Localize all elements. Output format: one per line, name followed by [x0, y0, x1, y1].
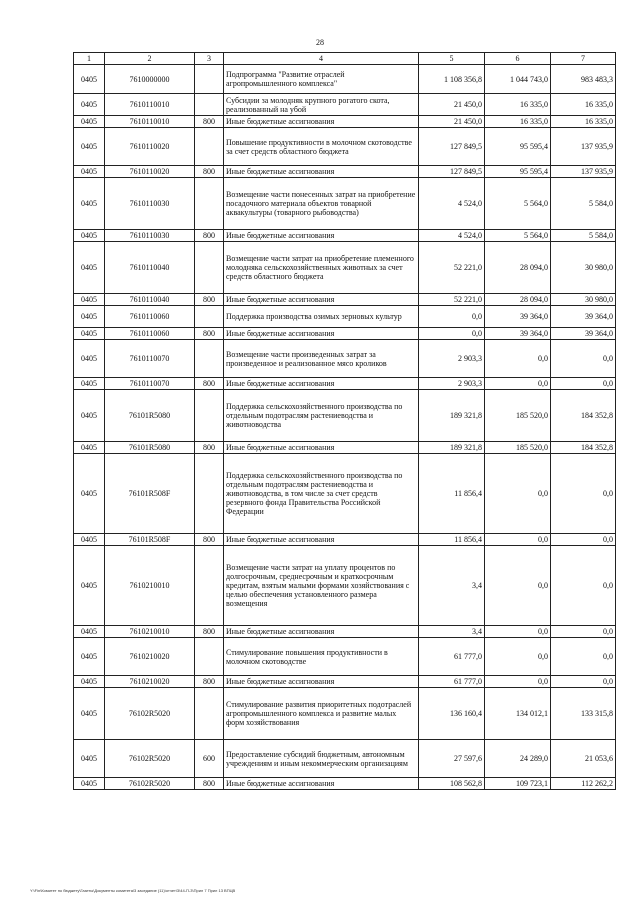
section-code-cell: 0405: [74, 128, 105, 166]
description-cell: Стимулирование развития приоритетных подотраслей агропромышленного комплекса и развитие малых форм хозяйствования: [224, 688, 419, 740]
amount-year1-cell: 189 321,8: [419, 442, 485, 454]
expense-type-cell: [195, 454, 224, 534]
description-cell: Иные бюджетные ассигнования: [224, 778, 419, 790]
description-cell: Возмещение части произведенных затрат за произведенное и реализованное мясо кроликов: [224, 340, 419, 378]
amount-year1-cell: 52 221,0: [419, 294, 485, 306]
amount-year3-cell: 137 935,9: [551, 128, 616, 166]
amount-year1-cell: 21 450,0: [419, 116, 485, 128]
header-cell: 6: [485, 53, 551, 65]
table-row: [74, 638, 616, 676]
expense-type-cell: 800: [195, 116, 224, 128]
section-code-cell: 0405: [74, 166, 105, 178]
section-code-cell: 0405: [74, 294, 105, 306]
section-code-cell: 0405: [74, 390, 105, 442]
target-article-cell: 76102R5020: [105, 688, 195, 740]
amount-year2-cell: 39 364,0: [485, 328, 551, 340]
section-code-cell: 0405: [74, 230, 105, 242]
amount-year2-cell: 95 595,4: [485, 166, 551, 178]
page-number: 28: [316, 38, 324, 47]
description-cell: Возмещение части затрат на уплату процентов по долгосрочным, среднесрочным и краткосрочным кредитам, взятым малыми формами хозяйствования с целью обеспечения установленного размера возмещения: [224, 546, 419, 626]
amount-year3-cell: 39 364,0: [551, 306, 616, 328]
amount-year1-cell: 108 562,8: [419, 778, 485, 790]
section-code-cell: 0405: [74, 778, 105, 790]
expense-type-cell: [195, 688, 224, 740]
target-article-cell: 76101R5080: [105, 442, 195, 454]
expense-type-cell: 800: [195, 534, 224, 546]
amount-year2-cell: 0,0: [485, 626, 551, 638]
amount-year2-cell: 24 289,0: [485, 740, 551, 778]
section-code-cell: 0405: [74, 676, 105, 688]
amount-year3-cell: 184 352,8: [551, 390, 616, 442]
description-cell: Предоставление субсидий бюджетным, автономным учреждениям и иным некоммерческим организациям: [224, 740, 419, 778]
target-article-cell: 7610110030: [105, 178, 195, 230]
amount-year1-cell: 0,0: [419, 306, 485, 328]
table-row: [74, 676, 616, 688]
amount-year3-cell: 184 352,8: [551, 442, 616, 454]
target-article-cell: 7610210020: [105, 676, 195, 688]
expense-type-cell: 800: [195, 626, 224, 638]
amount-year3-cell: 0,0: [551, 546, 616, 626]
expense-type-cell: [195, 65, 224, 94]
description-cell: Возмещение части понесенных затрат на приобретение посадочного материала объектов товарной аквакультуры (товарного рыбоводства): [224, 178, 419, 230]
section-code-cell: 0405: [74, 65, 105, 94]
description-cell: Субсидии за молодняк крупного рогатого скота, реализованный на убой: [224, 94, 419, 116]
expense-type-cell: [195, 242, 224, 294]
table-row: [74, 390, 616, 442]
expense-type-cell: 800: [195, 328, 224, 340]
amount-year3-cell: 0,0: [551, 454, 616, 534]
table-row: [74, 166, 616, 178]
amount-year1-cell: 127 849,5: [419, 166, 485, 178]
expense-type-cell: 800: [195, 230, 224, 242]
expense-type-cell: [195, 638, 224, 676]
section-code-cell: 0405: [74, 378, 105, 390]
amount-year1-cell: 136 160,4: [419, 688, 485, 740]
target-article-cell: 7610110030: [105, 230, 195, 242]
amount-year2-cell: 109 723,1: [485, 778, 551, 790]
table-row: [74, 778, 616, 790]
amount-year3-cell: 0,0: [551, 638, 616, 676]
table-row: [74, 740, 616, 778]
table-row: [74, 294, 616, 306]
target-article-cell: 7610110040: [105, 242, 195, 294]
amount-year3-cell: 39 364,0: [551, 328, 616, 340]
file-path-footer: Y:\Fin\Комитет по бюджету\Газеты\Документы комитета\3 заседание (11)\отчет\3\44-П-3\Прил 7 Прил 13 ВПЦВ: [30, 888, 236, 893]
section-code-cell: 0405: [74, 242, 105, 294]
amount-year1-cell: 127 849,5: [419, 128, 485, 166]
amount-year3-cell: 0,0: [551, 534, 616, 546]
section-code-cell: 0405: [74, 626, 105, 638]
description-cell: Иные бюджетные ассигнования: [224, 328, 419, 340]
target-article-cell: 76102R5020: [105, 740, 195, 778]
amount-year1-cell: 52 221,0: [419, 242, 485, 294]
target-article-cell: 7610110020: [105, 166, 195, 178]
section-code-cell: 0405: [74, 688, 105, 740]
amount-year2-cell: 0,0: [485, 378, 551, 390]
amount-year3-cell: 983 483,3: [551, 65, 616, 94]
amount-year1-cell: 0,0: [419, 328, 485, 340]
target-article-cell: 7610210010: [105, 546, 195, 626]
expense-type-cell: 800: [195, 166, 224, 178]
amount-year3-cell: 137 935,9: [551, 166, 616, 178]
section-code-cell: 0405: [74, 328, 105, 340]
amount-year3-cell: 16 335,0: [551, 116, 616, 128]
section-code-cell: 0405: [74, 454, 105, 534]
section-code-cell: 0405: [74, 442, 105, 454]
target-article-cell: 7610210020: [105, 638, 195, 676]
expense-type-cell: 800: [195, 442, 224, 454]
description-cell: Подпрограмма "Развитие отраслей агропромышленного комплекса": [224, 65, 419, 94]
section-code-cell: 0405: [74, 740, 105, 778]
expense-type-cell: [195, 178, 224, 230]
description-cell: Иные бюджетные ассигнования: [224, 166, 419, 178]
description-cell: Поддержка производства озимых зерновых культур: [224, 306, 419, 328]
header-cell: 4: [224, 53, 419, 65]
target-article-cell: 76101R508F: [105, 454, 195, 534]
amount-year1-cell: 3,4: [419, 626, 485, 638]
amount-year2-cell: 0,0: [485, 638, 551, 676]
budget-table: [73, 52, 616, 790]
amount-year3-cell: 0,0: [551, 676, 616, 688]
target-article-cell: 76101R508F: [105, 534, 195, 546]
table-row: [74, 94, 616, 116]
table-row: [74, 306, 616, 328]
amount-year3-cell: 30 980,0: [551, 242, 616, 294]
section-code-cell: 0405: [74, 94, 105, 116]
amount-year3-cell: 30 980,0: [551, 294, 616, 306]
section-code-cell: 0405: [74, 306, 105, 328]
table-row: [74, 340, 616, 378]
amount-year2-cell: 0,0: [485, 454, 551, 534]
header-cell: 7: [551, 53, 616, 65]
header-cell: 1: [74, 53, 105, 65]
description-cell: Иные бюджетные ассигнования: [224, 378, 419, 390]
amount-year1-cell: 2 903,3: [419, 378, 485, 390]
target-article-cell: 76101R5080: [105, 390, 195, 442]
description-cell: Стимулирование повышения продуктивности в молочном скотоводстве: [224, 638, 419, 676]
description-cell: Иные бюджетные ассигнования: [224, 534, 419, 546]
target-article-cell: 7610210010: [105, 626, 195, 638]
expense-type-cell: 800: [195, 676, 224, 688]
amount-year1-cell: 189 321,8: [419, 390, 485, 442]
amount-year1-cell: 3,4: [419, 546, 485, 626]
amount-year2-cell: 39 364,0: [485, 306, 551, 328]
amount-year2-cell: 0,0: [485, 534, 551, 546]
expense-type-cell: 800: [195, 778, 224, 790]
section-code-cell: 0405: [74, 638, 105, 676]
table-row: [74, 230, 616, 242]
target-article-cell: 7610110010: [105, 116, 195, 128]
target-article-cell: 7610110010: [105, 94, 195, 116]
expense-type-cell: 800: [195, 294, 224, 306]
target-article-cell: 7610110060: [105, 328, 195, 340]
table-row: [74, 688, 616, 740]
target-article-cell: 7610110060: [105, 306, 195, 328]
amount-year1-cell: 27 597,6: [419, 740, 485, 778]
description-cell: Возмещение части затрат на приобретение племенного молодняка сельскохозяйственных животных за счет средств областного бюджета: [224, 242, 419, 294]
amount-year3-cell: 0,0: [551, 378, 616, 390]
expense-type-cell: [195, 128, 224, 166]
table-row: [74, 242, 616, 294]
description-cell: Повышение продуктивности в молочном скотоводстве за счет средств областного бюджета: [224, 128, 419, 166]
header-cell: 3: [195, 53, 224, 65]
amount-year2-cell: 95 595,4: [485, 128, 551, 166]
amount-year3-cell: 5 584,0: [551, 230, 616, 242]
table-row: [74, 128, 616, 166]
amount-year1-cell: 61 777,0: [419, 676, 485, 688]
header-cell: 5: [419, 53, 485, 65]
description-cell: Поддержка сельскохозяйственного производства по отдельным подотраслям растениеводства и животноводства: [224, 390, 419, 442]
description-cell: Иные бюджетные ассигнования: [224, 116, 419, 128]
section-code-cell: 0405: [74, 340, 105, 378]
expense-type-cell: [195, 340, 224, 378]
amount-year3-cell: 21 053,6: [551, 740, 616, 778]
table-row: [74, 442, 616, 454]
amount-year2-cell: 1 044 743,0: [485, 65, 551, 94]
amount-year1-cell: 21 450,0: [419, 94, 485, 116]
table-row: [74, 546, 616, 626]
target-article-cell: 7610110020: [105, 128, 195, 166]
description-cell: Иные бюджетные ассигнования: [224, 676, 419, 688]
amount-year1-cell: 2 903,3: [419, 340, 485, 378]
amount-year1-cell: 1 108 356,8: [419, 65, 485, 94]
target-article-cell: 7610110070: [105, 340, 195, 378]
amount-year1-cell: 61 777,0: [419, 638, 485, 676]
section-code-cell: 0405: [74, 534, 105, 546]
amount-year2-cell: 0,0: [485, 676, 551, 688]
amount-year3-cell: 16 335,0: [551, 94, 616, 116]
amount-year2-cell: 5 564,0: [485, 178, 551, 230]
amount-year2-cell: 0,0: [485, 340, 551, 378]
amount-year2-cell: 134 012,1: [485, 688, 551, 740]
table-row: [74, 116, 616, 128]
table-row: [74, 65, 616, 94]
amount-year3-cell: 133 315,8: [551, 688, 616, 740]
amount-year2-cell: 185 520,0: [485, 390, 551, 442]
section-code-cell: 0405: [74, 546, 105, 626]
expense-type-cell: [195, 390, 224, 442]
amount-year3-cell: 0,0: [551, 340, 616, 378]
amount-year3-cell: 112 262,2: [551, 778, 616, 790]
amount-year3-cell: 0,0: [551, 626, 616, 638]
amount-year2-cell: 28 094,0: [485, 294, 551, 306]
amount-year2-cell: 0,0: [485, 546, 551, 626]
table-row: [74, 378, 616, 390]
expense-type-cell: 800: [195, 378, 224, 390]
table-row: [74, 454, 616, 534]
section-code-cell: 0405: [74, 178, 105, 230]
target-article-cell: 7610110040: [105, 294, 195, 306]
amount-year1-cell: 4 524,0: [419, 230, 485, 242]
amount-year2-cell: 185 520,0: [485, 442, 551, 454]
table-row: [74, 626, 616, 638]
section-code-cell: 0405: [74, 116, 105, 128]
amount-year3-cell: 5 584,0: [551, 178, 616, 230]
target-article-cell: 7610110070: [105, 378, 195, 390]
table-row: [74, 328, 616, 340]
amount-year1-cell: 11 856,4: [419, 454, 485, 534]
description-cell: Иные бюджетные ассигнования: [224, 230, 419, 242]
table-row: [74, 178, 616, 230]
description-cell: Иные бюджетные ассигнования: [224, 442, 419, 454]
description-cell: Поддержка сельскохозяйственного производства по отдельным подотраслям растениеводства и животноводства, в том числе за счет средств резервного фонда Правительства Российской Федерации: [224, 454, 419, 534]
amount-year2-cell: 16 335,0: [485, 116, 551, 128]
amount-year2-cell: 16 335,0: [485, 94, 551, 116]
amount-year1-cell: 4 524,0: [419, 178, 485, 230]
expense-type-cell: [195, 94, 224, 116]
target-article-cell: 76102R5020: [105, 778, 195, 790]
amount-year2-cell: 28 094,0: [485, 242, 551, 294]
header-cell: 2: [105, 53, 195, 65]
expense-type-cell: [195, 546, 224, 626]
table-row: [74, 534, 616, 546]
expense-type-cell: 600: [195, 740, 224, 778]
amount-year1-cell: 11 856,4: [419, 534, 485, 546]
table-header-row: [74, 53, 616, 65]
amount-year2-cell: 5 564,0: [485, 230, 551, 242]
description-cell: Иные бюджетные ассигнования: [224, 626, 419, 638]
description-cell: Иные бюджетные ассигнования: [224, 294, 419, 306]
target-article-cell: 7610000000: [105, 65, 195, 94]
expense-type-cell: [195, 306, 224, 328]
